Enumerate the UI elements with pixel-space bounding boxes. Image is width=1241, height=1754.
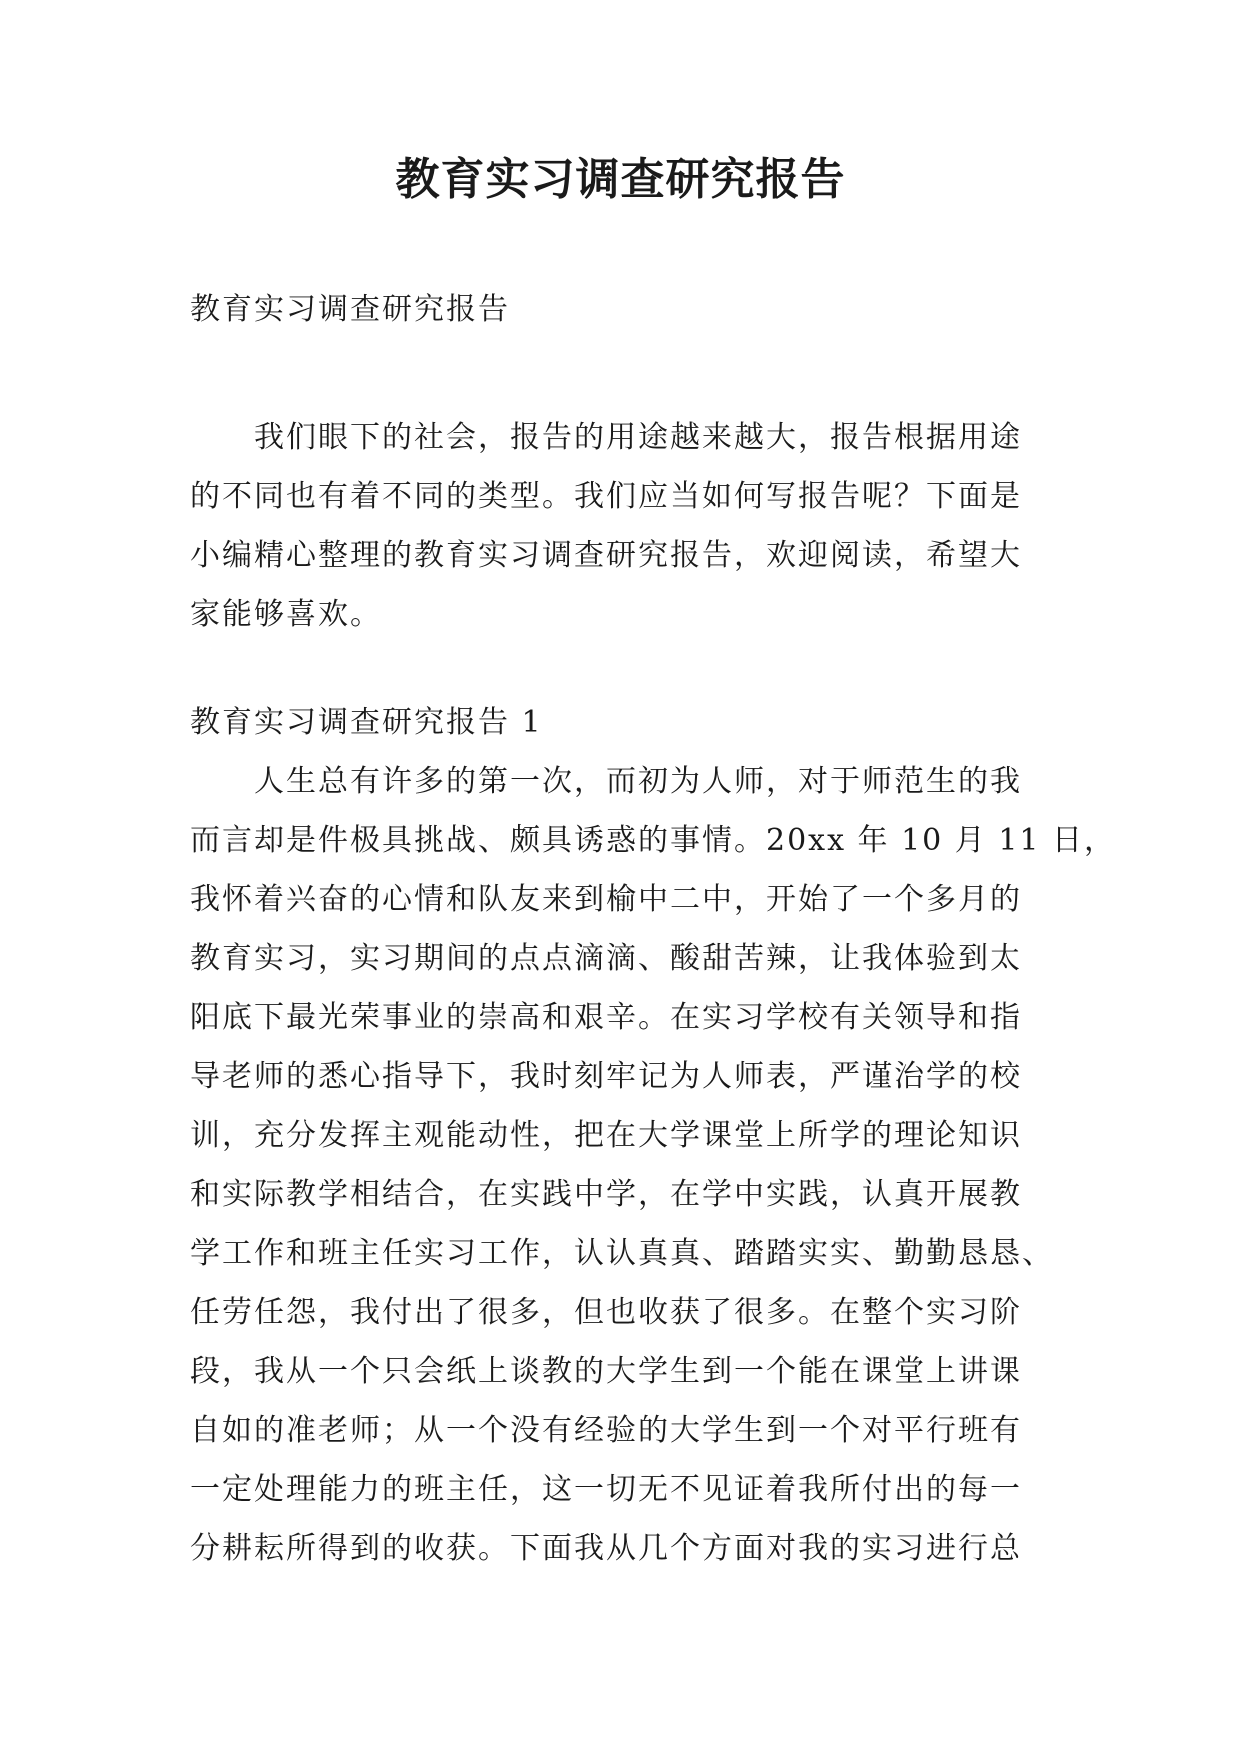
paragraph-line: 我怀着兴奋的心情和队友来到榆中二中，开始了一个多月的 bbox=[190, 882, 1022, 917]
paragraph-line: 人生总有许多的第一次，而初为人师，对于师范生的我 bbox=[254, 764, 1022, 799]
paragraph-line: 阳底下最光荣事业的崇高和艰辛。在实习学校有关领导和指 bbox=[190, 1000, 1022, 1035]
paragraph-line: 而言却是件极具挑战、颇具诱惑的事情。20xx 年 10 月 11 日， bbox=[190, 823, 1117, 858]
paragraph-line: 和实际教学相结合，在实践中学，在学中实践，认真开展教 bbox=[190, 1177, 1022, 1212]
paragraph-line: 学工作和班主任实习工作，认认真真、踏踏实实、勤勤恳恳、 bbox=[190, 1236, 1054, 1271]
body-paragraph bbox=[190, 752, 1117, 1578]
paragraph-line: 自如的准老师；从一个没有经验的大学生到一个对平行班有 bbox=[190, 1413, 1022, 1448]
paragraph-line: 训，充分发挥主观能动性，把在大学课堂上所学的理论知识 bbox=[190, 1118, 1022, 1153]
paragraph-line: 段，我从一个只会纸上谈教的大学生到一个能在课堂上讲课 bbox=[190, 1354, 1022, 1389]
paragraph-line: 分耕耘所得到的收获。下面我从几个方面对我的实习进行总 bbox=[190, 1531, 1022, 1566]
paragraph-line: 的不同也有着不同的类型。我们应当如何写报告呢？下面是 bbox=[190, 479, 1022, 514]
paragraph-line: 任劳任怨，我付出了很多，但也收获了很多。在整个实习阶 bbox=[190, 1295, 1022, 1330]
paragraph-line: 一定处理能力的班主任，这一切无不见证着我所付出的每一 bbox=[190, 1472, 1022, 1507]
section-heading: 教育实习调查研究报告 1 bbox=[190, 705, 543, 740]
paragraph-line: 小编精心整理的教育实习调查研究报告，欢迎阅读，希望大 bbox=[190, 538, 1022, 573]
document-subtitle: 教育实习调查研究报告 bbox=[190, 292, 510, 327]
paragraph-line: 我们眼下的社会，报告的用途越来越大，报告根据用途 bbox=[254, 420, 1022, 455]
paragraph-line: 教育实习，实习期间的点点滴滴、酸甜苦辣，让我体验到太 bbox=[190, 941, 1022, 976]
document-title: 教育实习调查研究报告 bbox=[395, 154, 846, 205]
intro-paragraph bbox=[190, 408, 1052, 644]
paragraph-line: 导老师的悉心指导下，我时刻牢记为人师表，严谨治学的校 bbox=[190, 1059, 1022, 1094]
paragraph-line: 家能够喜欢。 bbox=[190, 597, 382, 632]
